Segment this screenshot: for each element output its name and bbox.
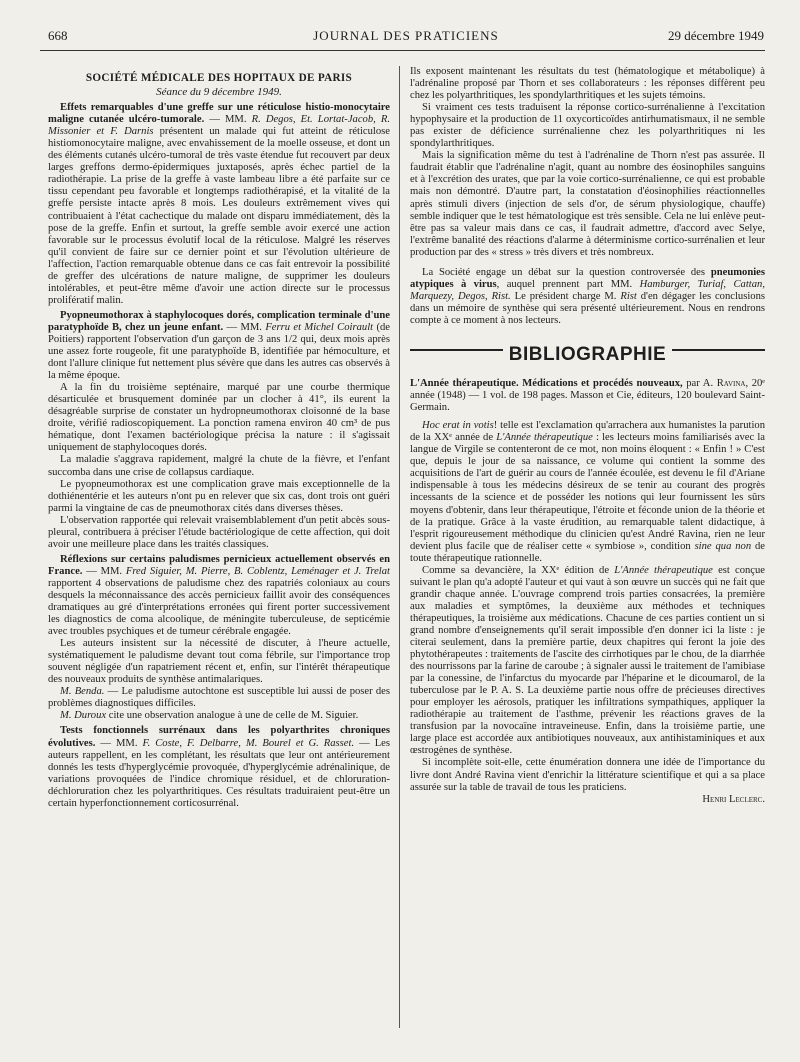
society-title: SOCIÉTÉ MÉDICALE DES HOPITAUX DE PARIS (85, 72, 353, 84)
review-paragraph: Hoc erat in votis! telle est l'exclamation qu'arrachera aux humanistes la parution de la XXᵉ année de L'Année thérapeutique : les lecteurs moins familiarisés avec la langue de Virgile se contenteront de ce mot, non moins éloquent : « Enfin ! » C'est que, depuis le jour de sa naissance, ce volume qui contient la somme des acquisitions de l'art de guérir au cours de l'année écoulée, est devenu le fil d'Ariane indispensable à tous les médecins désireux de se tenir au courant des progrès incessants de la science et de posséder les notions qui leur fournissent les sûrs moyens d'obtenir, dans leur thérapeutique, l'étroite et féconde union de la théorie et de la pratique. Grâce à la vaste érudition, au remarquable talent didactique, à l'esprit rigoureusement méthodique du clinicien qu'est André Ravina, rien ne leur devient plus facile que de réaliser cette « symbiose », condition sine qua non de toute thérapeutique rationnelle. (410, 420, 765, 564)
column-divider (399, 66, 400, 1028)
book-reference: L'Année thérapeutique. Médications et procédés nouveaux, par A. Ravina, 20ᵉ année (1948) — 1 vol. de 198 pages. Masson et Cie, éditeurs, 120 boulevard Saint-Germain. (410, 378, 765, 414)
article-paragraph: Les auteurs insistent sur la nécessité de discuter, à l'heure actuelle, systématiquement le paludisme devant tout coma fébrile, sur l'importance trop souvent négligée d'un rapatriement récent et, enfin, sur l'intérêt thérapeutique des nouveaux produits de synthèse antimalariques. (48, 638, 390, 686)
article-paludisme (48, 554, 390, 723)
society-debate: La Société engage un débat sur la question controversée des pneumonies atypiques à virus, auquel prennent part MM. Hamburger, Turiaf, Cattan, Marquezy, Degos, Rist. Le président charge M. Rist d'en dégager les conclusions dans un mémoire de synthèse qui sera présenté ultérieurement. Nous en rendrons compte à ce moment à nos lecteurs. (410, 266, 765, 326)
review-paragraph: Comme sa devancière, la XXᵉ édition de L'Année thérapeutique est conçue suivant le plan qu'a adopté l'auteur et qui vaut à son œuvre un succès qui ne fait que grandir chaque année. L'ouvrage comprend trois parties consacrées, la première aux maladies et symptômes, la deuxième aux méthodes et techniques thérapeutiques, la troisième aux médications. Chacune de ces parties contient un si grand nombre d'enseignements qu'il serait impossible d'en donner ici la liste : je citerai seulement, dans la première partie, deux chapitres qui feront la joie des phytothérapeutes : traitements de l'ascite des cirrhotiques par le chou, de la diarrhée des nourrissons par la farine de caroube ; à signaler aussi le traitement de l'amibiase par la conessine, de l'infarctus du myocarde par l'héparine et le dicoumarol, de la tuberculose par le P. A. S. La deuxième partie nous offre de précieuses directives pour employer les aérosols, pratiquer les infiltrations sympathiques, appliquer la radiothérapie au traitement de l'asthme, prévenir les réactions graves de la transfusion par la novocaïne intraveineuse. Enfin, dans la troisième partie, une large place est accordée aux antibiotiques nouveaux, aux antihistaminiques et aux œstrogènes de synthèse. (410, 564, 766, 757)
page-number: 668 (48, 28, 68, 43)
review-paragraph: Si incomplète soit-elle, cette énumération donnera une idée de l'importance du livre dont André Ravina vient d'enrichir la littérature scientifique et qui a sa place assurée sur la table de travail de tous les praticiens. (410, 757, 765, 793)
article-paragraph: M. Benda. — Le paludisme autochtone est susceptible lui aussi de poser des problèmes diagnostiques difficiles. (48, 686, 390, 710)
article-paragraph: L'observation rapportée qui relevait vraisemblablement d'un petit abcès sous-pleural, contribuera à préciser l'étude bactériologique de cette affection, qui doit avoir une meilleure place dans les traités classiques. (48, 514, 390, 550)
article-paragraph: Le pyopneumothorax est une complication grave mais exceptionnelle de la dothiénentérie et les auteurs n'ont pu en relever que six cas, dont trois ont guéri parmi la vingtaine de cas de pneumothorax cités dans diverses thèses. (48, 478, 390, 514)
review-signature: Henri Leclerc. (702, 793, 765, 805)
article-paragraph: A la fin du troisième septénaire, marqué par une courbe thermique désarticulée et brusquement dominée par un clocher à 41°, ils eurent la désagréable surprise de constater un hydropneumothorax cloisonné de la base droite, vérifié radioscopiquement. La ponction ramena environ 40 cm³ de pus hématique, dont l'examen bactériologique précisa la nature : il s'agissait uniquement de staphylocoques dorés. (48, 382, 390, 454)
page-header (48, 28, 764, 48)
article-paragraph: Ils exposent maintenant les résultats du test (hématologique et métabolique) à l'adrénaline proposé par Thorn et ses collaborateurs : les réponses diffèrent peu chez les polyarthritiques, les spondylarthritiques et les sujets témoins. (410, 66, 765, 102)
article-greffe (48, 102, 390, 307)
article-paragraph: La maladie s'aggrava rapidement, malgré la chute de la fièvre, et l'enfant succomba dans une crise de collapsus cardiaque. (48, 454, 390, 478)
article-paragraph: Mais la signification même du test à l'adrénaline de Thorn n'est pas assurée. Il faudrait établir que l'adrénaline n'agit, quant au nombre des éosinophiles sanguins et à l'excrétion des urates, que par la voie cortico-surrénalienne, ce qui est probable mais non démontré. D'autre part, la constatation d'éosinophilies réactionnelles après stimuli divers (injection de sels d'or, de sérum physiologique, chauffe) semble indiquer que le test hématologique est très sensible. Cela ne lui enlève peut-être pas sa valeur mais dans ce cas, il faudrait admettre, d'accord avec Selye, l'extrême banalité des réactions d'alarme à déterminisme cortico-surrénalien et leur production par des « stress » très divers et très nombreux. (410, 150, 765, 258)
journal-title: JOURNAL DES PRATICIENS (313, 28, 499, 43)
article-paragraph: M. Duroux cite une observation analogue à une de celle de M. Siguier. (60, 710, 359, 722)
bibliography-heading: BIBLIOGRAPHIE (503, 349, 672, 361)
issue-date: 29 décembre 1949 (667, 28, 764, 43)
right-column (410, 66, 765, 806)
left-column (48, 66, 390, 810)
article-paragraph: Réflexions sur certains paludismes pernicieux actuellement observés en France. — MM. Fred Siguier, M. Pierre, B. Coblentz, Leménager et J. Trelat rapportent 4 observations de paludisme chez des rapatriés coloniaux au cours desquels la méconnaissance des accès pernicieux faillit avoir des conséquences dramatiques au gré d'interprétations erronées qui firent porter successivement les diagnostics de coma alcoolique, de méningite tuberculeuse, de septicémie avec troubles psychiques et de tumeur cérébrale engagée. (48, 553, 390, 638)
seance-date: Séance du 9 décembre 1949. (156, 86, 282, 99)
article-paragraph: Tests fonctionnels surrénaux dans les polyarthrites chroniques évolutives. — MM. F. Coste, F. Delbarre, M. Bourel et G. Rasset. — Les auteurs rappellent, en les complétant, les résultats que leur ont antérieurement donnés les tests d'hyperglycémie provoquée, d'hyperglycémie adrénalinique, de variations provoquées de l'indice chromique résiduel, et de chloruration-déchloruration chez les polyarthritiques. Ces résultats traduiraient peut-être un certain hyperfonctionnement corticosurrénal. (48, 725, 390, 809)
bibliography-heading-box (410, 343, 765, 366)
article-tests-surrenaux (48, 725, 390, 809)
article-paragraph: Effets remarquables d'une greffe sur une réticulose histio-monocytaire maligne cutanée ulcéro-tumorale. — MM. R. Degos, Et. Lortat-Jacob, R. Missonier et F. Darnis présentent un malade qui fut atteint de réticulose histiomonocytaire maligne, avec envahissement de la moelle osseuse, et dont un des éléments cutanés ulcéro-tumoral de très vaste étendue fut recouvert par deux larges greffons dermo-épidermiques juxtaposés, après échec partiel de la radiothérapie. La prise de la greffe à vaste lambeau libre a été parfaite sur ce tissu cependant peu favorable et longtemps radiothérapisé, et la vitalité de la greffe persiste intacte après 8 mois. Les douleurs extrêmement vives qui contribuaient à l'état cachectique du malade ont disparu immédiatement, dès la pose de la greffe. Enfin et surtout, la greffe semble avoir exercé une action favorable sur le processus évolutif local de la réticulose. Malgré les réserves qu'il convient de faire sur ce dernier point et sur l'évolution ultérieure de l'affection, l'action remarquable obtenue dans ce cas fait entrevoir la possibilité de greffer des ulcérations de nature maligne, de supprimer les douleurs intolérables, et peut-être même d'avoir une action directe sur le processus prolifératif malin. (48, 102, 390, 306)
article-paragraph: Pyopneumothorax à staphylocoques dorés, complication terminale d'une paratyphoïde B, chez un jeune enfant. — MM. Ferru et Michel Coirault (de Poitiers) rapportent l'observation d'un garçon de 3 ans 1/2 qui, deux mois après une assez forte rougeole, fit une paratyphoïde B, identifiée par hémoculture, et dont l'allure clinique fut nettement plus sévère que dans les autres cas observés à la même époque. (48, 309, 390, 382)
header-rule (40, 50, 765, 51)
article-paragraph: Si vraiment ces tests traduisent la réponse cortico-surrénalienne à l'excitation hypophysaire et la production de 11 oxycorticoïdes antirhumatismaux, il ne semble pas exister de déficience surrénalienne chez les polyarthritiques ni les spondylarthritiques. (410, 102, 765, 150)
article-pyopneumothorax (48, 310, 390, 551)
